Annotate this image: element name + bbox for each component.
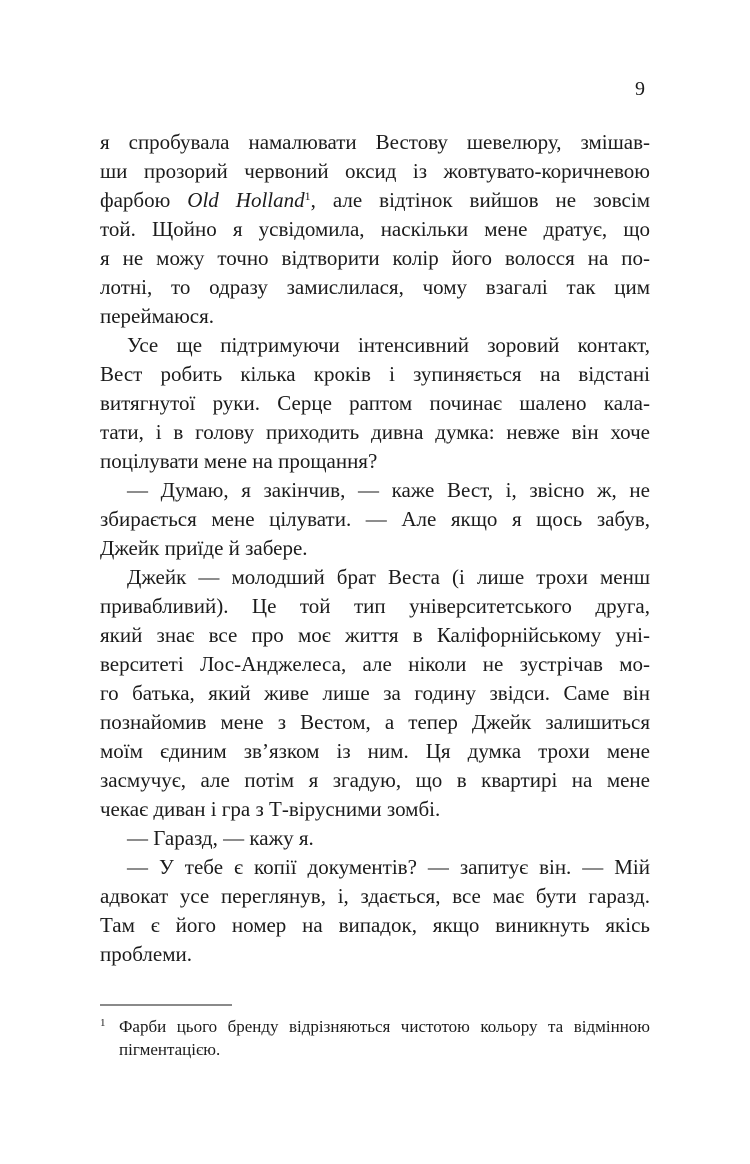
footnote-ref: 1 — [304, 189, 311, 203]
text-line: Джейк — молодший брат Веста (і лише трохи менш — [127, 565, 650, 589]
footnote — [100, 1004, 650, 1061]
page-number: 9 — [635, 78, 645, 100]
text-line: витягнутої руки. Серце раптом починає шалено кала- — [100, 391, 650, 415]
text-line: моїм єдиним зв’язком із ним. Ця думка трохи мене — [100, 739, 650, 763]
text-line: той. Щойно я усвідомила, наскільки мене дратує, що — [100, 217, 650, 241]
text-line: лотні, то одразу замислилася, чому взагалі так цим — [100, 275, 650, 299]
text-segment: фарбою — [100, 188, 188, 212]
paragraph — [100, 824, 650, 853]
text-line: адвокат усе переглянув, і, здається, все має бути гаразд. — [100, 884, 650, 908]
footnote-line: Фарби цього бренду відрізняються чистотою кольору та відмінною — [119, 1017, 650, 1036]
text-line: — У тебе є копії документів? — запитує він. — Мій — [127, 855, 650, 879]
text-line: Там є його номер на випадок, якщо виникнуть якісь — [100, 913, 650, 937]
text-line: го батька, який живе лише за годину звідси. Саме він — [100, 681, 650, 705]
text-line: ши прозорий червоний оксид із жовтувато-коричневою — [100, 159, 650, 183]
text-line: збирається мене цілувати. — Але якщо я щось забув, — [100, 507, 650, 531]
italic-brand-name: Old Holland — [187, 188, 305, 212]
text-line: я спробувала намалювати Вестову шевелюру, змішав- — [100, 130, 650, 154]
text-line: — Гаразд, — кажу я. — [127, 826, 314, 850]
footnote-divider — [100, 1004, 232, 1006]
paragraph — [100, 476, 650, 563]
text-line: переймаюся. — [100, 304, 215, 328]
text-line: Усе ще підтримуючи інтенсивний зоровий контакт, — [127, 333, 650, 357]
text-line: проблеми. — [100, 942, 192, 966]
paragraph — [100, 563, 650, 824]
footnote-text — [119, 1015, 650, 1061]
paragraph — [100, 853, 650, 969]
text-line: поцілувати мене на прощання? — [100, 449, 378, 473]
text-line: привабливий). Це той тип університетського друга, — [100, 594, 650, 618]
footnote-marker: 1 — [100, 1017, 106, 1029]
text-line: Джейк приїде й забере. — [100, 536, 308, 560]
text-line: тати, і в голову приходить дивна думка: невже він хоче — [100, 420, 650, 444]
paragraph — [100, 128, 650, 331]
text-line: верситеті Лос-Анджелеса, але ніколи не зустрічав мо- — [100, 652, 650, 676]
text-line: — Думаю, я закінчив, — каже Вест, і, звісно ж, не — [127, 478, 650, 502]
text-line: засмучує, але потім я згадую, що в квартирі на мене — [100, 768, 650, 792]
footnote-line: пігментацією. — [119, 1040, 221, 1059]
text-line: Вест робить кілька кроків і зупиняється на відстані — [100, 362, 650, 386]
text-line: познайомив мене з Вестом, а тепер Джейк залишиться — [100, 710, 650, 734]
text-line: я не можу точно відтворити колір його волосся на по- — [100, 246, 650, 270]
text-block — [100, 128, 650, 969]
text-line: який знає все про моє життя в Каліфорнійському уні- — [100, 623, 650, 647]
text-line — [100, 186, 650, 215]
text-segment: , але відтінок вийшов не зовсім — [310, 188, 650, 212]
text-line: чекає диван і гра з Т-вірусними зомбі. — [100, 797, 441, 821]
footnote-body — [100, 1015, 650, 1061]
paragraph — [100, 331, 650, 476]
